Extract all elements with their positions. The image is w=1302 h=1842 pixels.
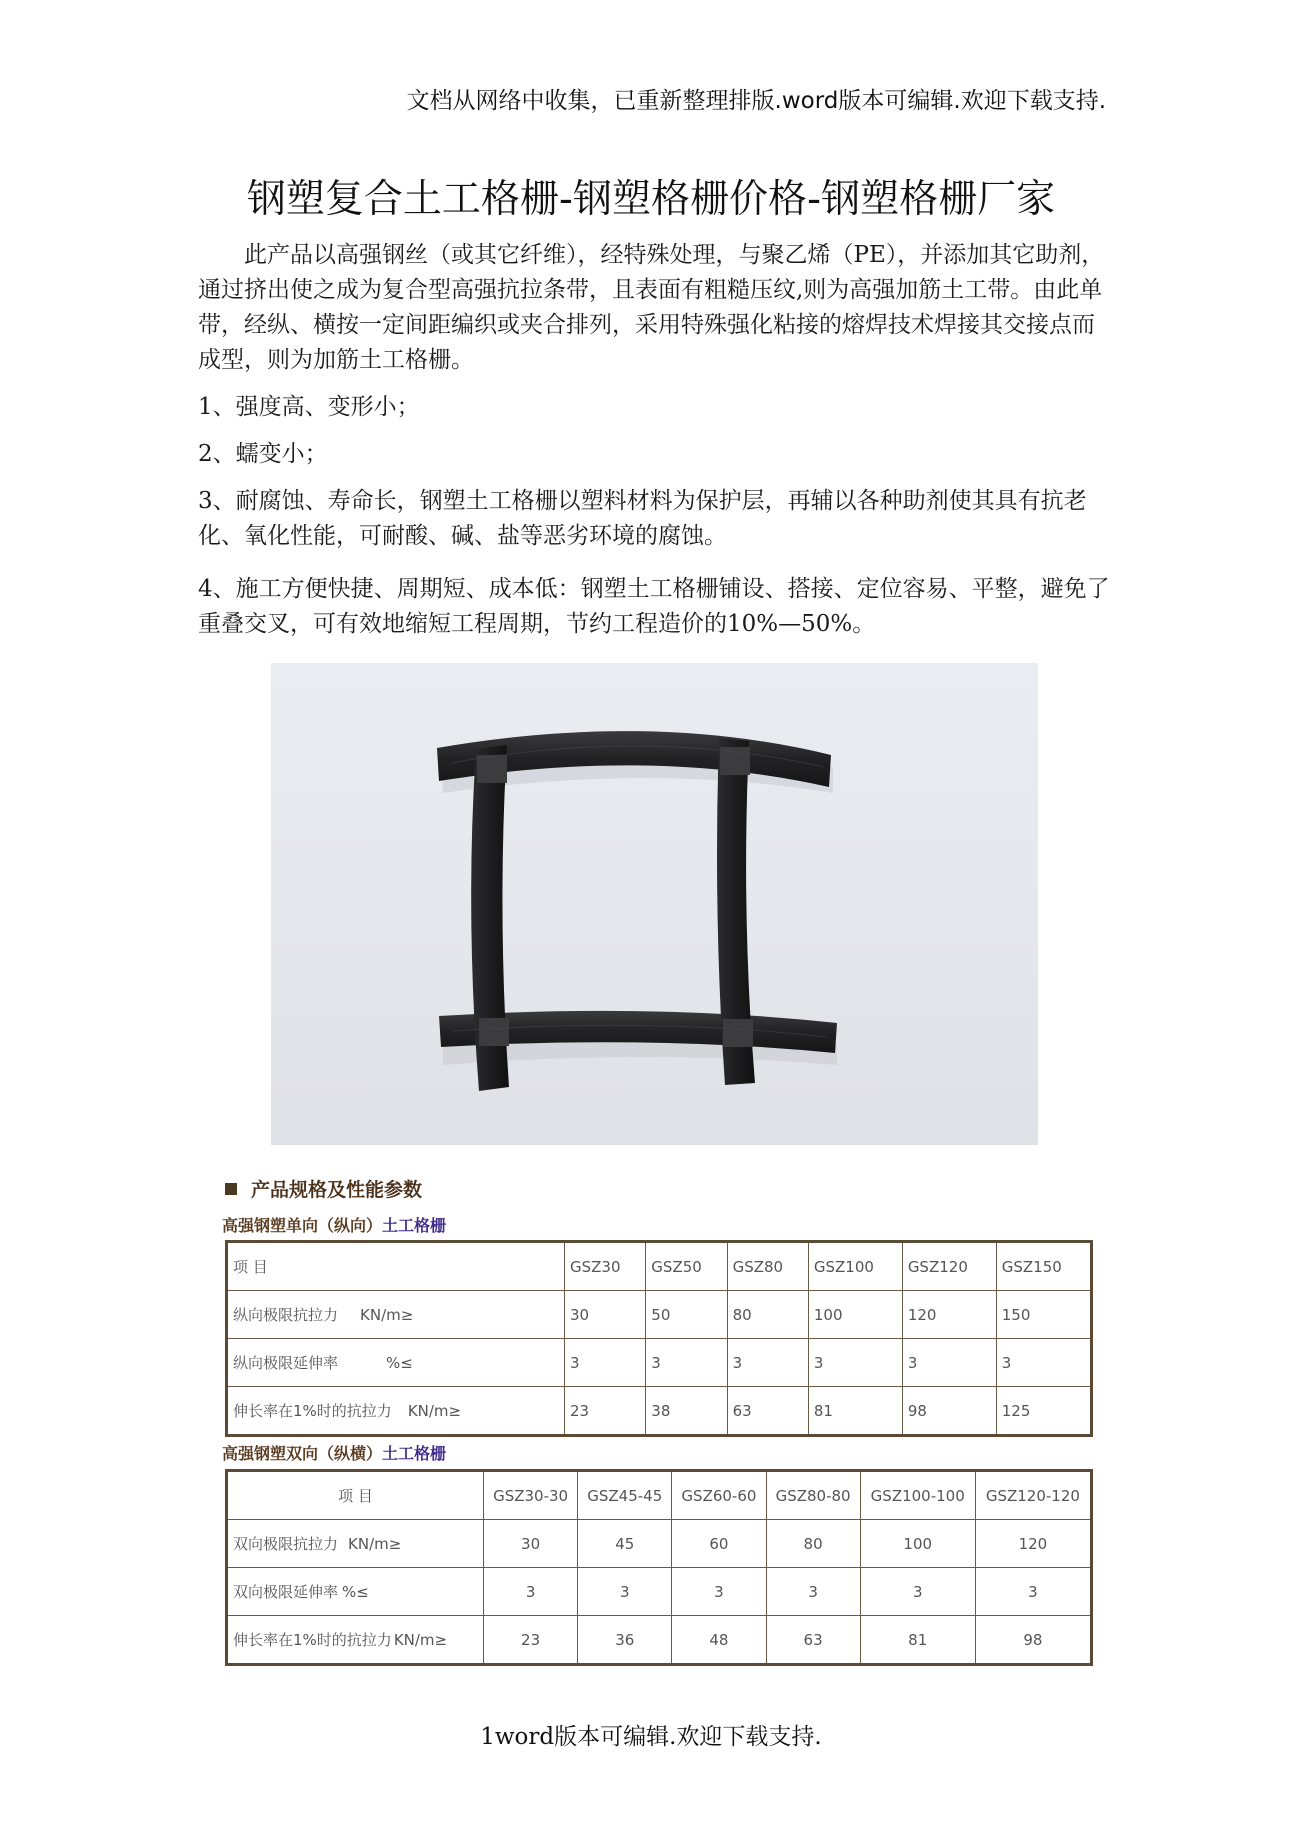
table2-caption (222, 1441, 446, 1464)
page-title: 钢塑复合土工格栅-钢塑格栅价格-钢塑格栅厂家 (246, 177, 1056, 222)
row-label: 双向极限抗拉力 KN/m≥ (227, 1520, 484, 1568)
table-header-cell: GSZ30 (565, 1242, 646, 1291)
spec-heading-text: 产品规格及性能参数 (251, 1179, 423, 1201)
table-cell: 3 (766, 1568, 860, 1616)
table-cell: 50 (646, 1291, 727, 1339)
feature-item-3: 3、耐腐蚀、寿命长，钢塑土工格栅以塑料材料为保护层，再辅以各种助剂使其具有抗老化、氧化性能，可耐酸、碱、盐等恶劣环境的腐蚀。 (198, 488, 1087, 549)
table-header-cell: GSZ120-120 (975, 1471, 1091, 1520)
table-cell: 3 (860, 1568, 975, 1616)
header-note: 文档从网络中收集，已重新整理排版.word版本可编辑.欢迎下载支持. (406, 88, 1106, 114)
table-cell: 3 (578, 1568, 672, 1616)
table-header-cell: GSZ30-30 (484, 1471, 578, 1520)
product-photo (271, 663, 1038, 1145)
table-cell: 48 (672, 1616, 766, 1665)
table-cell: 3 (996, 1339, 1091, 1387)
table-cell: 3 (672, 1568, 766, 1616)
table-cell: 23 (484, 1616, 578, 1665)
row-label: 纵向极限延伸率 %≤ (227, 1339, 565, 1387)
table-row (227, 1616, 1092, 1665)
table1-caption-main: 高强钢塑单向（纵向） (222, 1216, 383, 1235)
table-row (227, 1568, 1092, 1616)
table-header-cell: GSZ150 (996, 1242, 1091, 1291)
row-label: 双向极限延伸率 %≤ (227, 1568, 484, 1616)
table1-caption-accent: 土工格栅 (382, 1216, 447, 1235)
table-cell: 3 (484, 1568, 578, 1616)
footer-note: 1word版本可编辑.欢迎下载支持. (480, 1724, 822, 1750)
spec-heading (225, 1175, 422, 1202)
table-cell: 45 (578, 1520, 672, 1568)
table-cell: 100 (860, 1520, 975, 1568)
table-cell: 63 (766, 1616, 860, 1665)
table-header-cell: GSZ120 (902, 1242, 996, 1291)
table-cell: 3 (808, 1339, 902, 1387)
feature-item-2: 2、蠕变小； (198, 441, 328, 467)
table-cell: 3 (727, 1339, 808, 1387)
table-cell: 80 (766, 1520, 860, 1568)
table-cell: 120 (975, 1520, 1091, 1568)
table-cell: 120 (902, 1291, 996, 1339)
geogrid-illustration (271, 663, 1038, 1145)
table1-caption (222, 1213, 446, 1236)
table-header-cell: GSZ100-100 (860, 1471, 975, 1520)
table-cell: 3 (565, 1339, 646, 1387)
table2-caption-main: 高强钢塑双向（纵横） (222, 1444, 383, 1463)
table-header-label: 项 目 (227, 1471, 484, 1520)
table-cell: 3 (975, 1568, 1091, 1616)
table-cell: 3 (646, 1339, 727, 1387)
table-cell: 81 (808, 1387, 902, 1436)
table-cell: 150 (996, 1291, 1091, 1339)
table-row (227, 1339, 1092, 1387)
table-header-label: 项 目 (227, 1242, 565, 1291)
table2-caption-accent: 土工格栅 (382, 1444, 447, 1463)
table-cell: 38 (646, 1387, 727, 1436)
row-label: 伸长率在1%时的抗拉力 KN/m≥ (227, 1616, 484, 1665)
table-header-cell: GSZ60-60 (672, 1471, 766, 1520)
row-label: 纵向极限抗拉力 KN/m≥ (227, 1291, 565, 1339)
table-cell: 100 (808, 1291, 902, 1339)
table-cell: 63 (727, 1387, 808, 1436)
table-header-cell: GSZ50 (646, 1242, 727, 1291)
table-cell: 60 (672, 1520, 766, 1568)
table-cell: 23 (565, 1387, 646, 1436)
table-header-row (227, 1471, 1092, 1520)
table-cell: 3 (902, 1339, 996, 1387)
row-label: 伸长率在1%时的抗拉力 KN/m≥ (227, 1387, 565, 1436)
feature-item-1: 1、强度高、变形小； (198, 394, 420, 420)
intro-paragraph: 此产品以高强钢丝（或其它纤维），经特殊处理，与聚乙烯（PE），并添加其它助剂，通过挤出使之成为复合型高强抗拉条带，且表面有粗糙压纹,则为高强加筋土工带。由此单带，经纵、横按一定间距编织或夹合排列，采用特殊强化粘接的熔焊技术焊接其交接点而成型，则为加筋土工格栅。 (198, 242, 1105, 373)
table-header-cell: GSZ45-45 (578, 1471, 672, 1520)
table-header-cell: GSZ80-80 (766, 1471, 860, 1520)
table-header-cell: GSZ100 (808, 1242, 902, 1291)
bullet-square-icon (225, 1183, 237, 1195)
table-cell: 81 (860, 1616, 975, 1665)
table-cell: 98 (902, 1387, 996, 1436)
table-cell: 80 (727, 1291, 808, 1339)
table-header-row (227, 1242, 1092, 1291)
table-header-cell: GSZ80 (727, 1242, 808, 1291)
spec-table-uniaxial (225, 1240, 1093, 1437)
table-row (227, 1520, 1092, 1568)
table-cell: 30 (565, 1291, 646, 1339)
spec-table-biaxial (225, 1469, 1093, 1666)
feature-item-4: 4、施工方便快捷、周期短、成本低：钢塑土工格栅铺设、搭接、定位容易、平整，避免了重叠交叉，可有效地缩短工程周期，节约工程造价的10%—50%。 (198, 576, 1110, 637)
table-cell: 30 (484, 1520, 578, 1568)
table-row (227, 1291, 1092, 1339)
table-cell: 36 (578, 1616, 672, 1665)
table-cell: 98 (975, 1616, 1091, 1665)
table-cell: 125 (996, 1387, 1091, 1436)
table-row (227, 1387, 1092, 1436)
